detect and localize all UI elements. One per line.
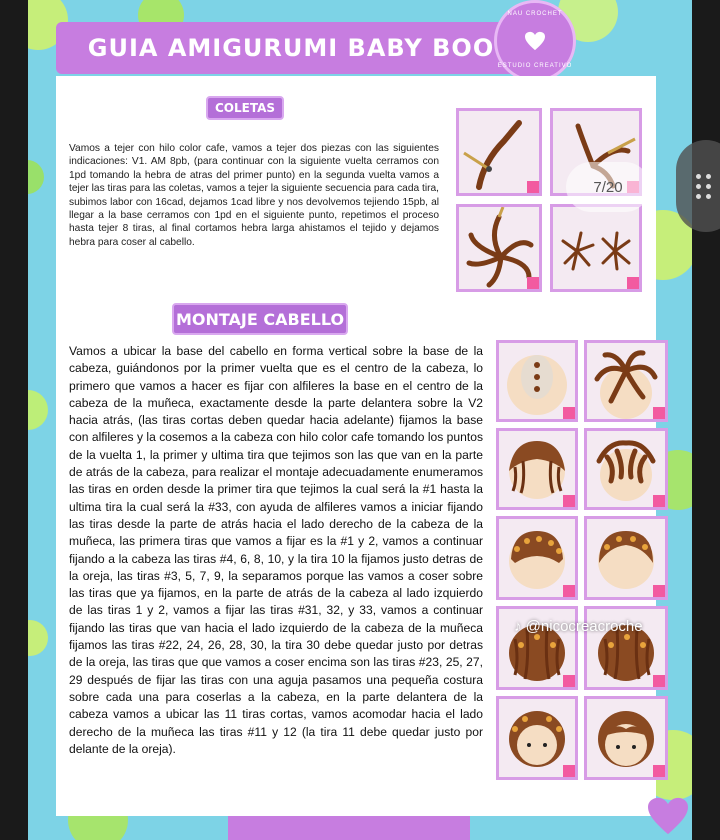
photo-montaje-1: [496, 340, 578, 422]
footer-bar: [228, 816, 470, 840]
badge-top-text: NAU CROCHET: [507, 11, 563, 17]
section-label-montaje-text: MONTAJE CABELLO: [175, 309, 345, 329]
heart-icon: [646, 796, 690, 836]
page-counter-text: 7/20: [593, 178, 623, 196]
photo-montaje-4: [584, 428, 668, 510]
photo-montaje-3: [496, 428, 578, 510]
page-counter: [566, 162, 650, 212]
photo-montaje-5: [496, 516, 578, 600]
more-options-button[interactable]: [676, 140, 720, 232]
heart-icon: [524, 31, 546, 51]
photo-coletas-1: [456, 108, 542, 196]
photo-montaje-2: [584, 340, 668, 422]
photo-coletas-4: [550, 204, 642, 292]
badge-bottom-text: ESTUDIO CREATIVO: [497, 63, 573, 69]
photo-coletas-3: [456, 204, 542, 292]
guide-title-banner: [56, 22, 526, 74]
tiktok-watermark: ♪ @nicocreacroche: [514, 618, 643, 635]
photo-montaje-10: [584, 696, 668, 780]
coletas-instructions: Vamos a tejer con hilo color cafe, vamos a tejer dos piezas con las siguientes indicaciones: V1. AM 8pb, (para continuar con la siguiente vuelta cerramos con 1pd tomando la hebra de atras del primer punto) en la segunda vuelta vamos a tejer las tiras para las coletas, vamos a tejer la siguiente secuencia para cada tira, subimos labor con 16cad, dejamos 1cad libre y nos devolvemos tejiendo 15pb, al llegar a la base cerramos con 1pd en el siguiente punto, repetimos el proceso hasta tejer 8 tiras, al final cortamos hebra larga ahistamos el tejido y dejamos hebra para coser al cabello.: [69, 143, 439, 248]
brand-badge: [494, 0, 576, 82]
guide-title: GUIA AMIGURUMI BABY BOO: [87, 34, 495, 62]
section-label-montaje: [172, 303, 348, 335]
section-label-coletas: [206, 96, 284, 120]
photo-montaje-9: [496, 696, 578, 780]
photo-montaje-6: [584, 516, 668, 600]
section-label-coletas-text: COLETAS: [214, 101, 276, 115]
montaje-instructions: Vamos a ubicar la base del cabello en forma vertical sobre la base de la cabeza, guiándonos por la primer vuelta que es el centro de la cabeza, lo primero que vamos a hacer es fijar con alfileres la base en el centro de la cabeza de la muñeca, exactamente desde la parte delantera sobre la V2 hacia atrás, (las tiras cortas deben quedar hacia adelante) fijamos la base con alfileres y la cosemos a la cabeza con hilo color cafe tomando los puntos de la vuelta 1, la primer y ultima tira que tejimos son las que van en la parte de atrás de la cabeza, para realizar el montaje adecuadamente enumeramos las tiras en orden desde la primer tira que tejimos la cual será la #1 hasta la ultima tira la cual será la #33, con ayuda de alfileres vamos a iniciar fijando las tiras desde la parte de atrás hacia el lado derecho de la cabeza de la muñeca, las primera tiras que vamos a fijar es la #1 y 2, vamos a continuar fijando a la cabeza las tiras #4, 6, 8, 10, y la tira 10 la fijamos justo detras de la oreja, las tiras #3, 5, 7, 9, la separamos porque las vamos a coser sobre las tiras que ya fijamos, en la parte de atrás de la cabeza al lado izquierdo de las tiras 1 y 2, vamos a fijar las tiras #31, 32, y 33, vamos a continuar fijando las tiras que van hacia el lado izquierdo de la cabeza de la muñeca fijamos las tiras #22, 24, 26, 28, 30, la tira 30 debe quedar justo por detras de la oreja, las tiras que que vamos a coser encima son las tiras #23, 25, 27, 29 después de fijar las tiras con una aguja pasamos una pequeña costura sobre cada una para coserlas a la cabeza, en la parte delantera de la cabeza vamos a ubicar las 11 tiras cortas, vamos acomodar hacia el lado derecho de la muñeca las tiras #11 y 12 (la tira 11 debe quedar justo por delante de la oreja).: [69, 344, 483, 756]
